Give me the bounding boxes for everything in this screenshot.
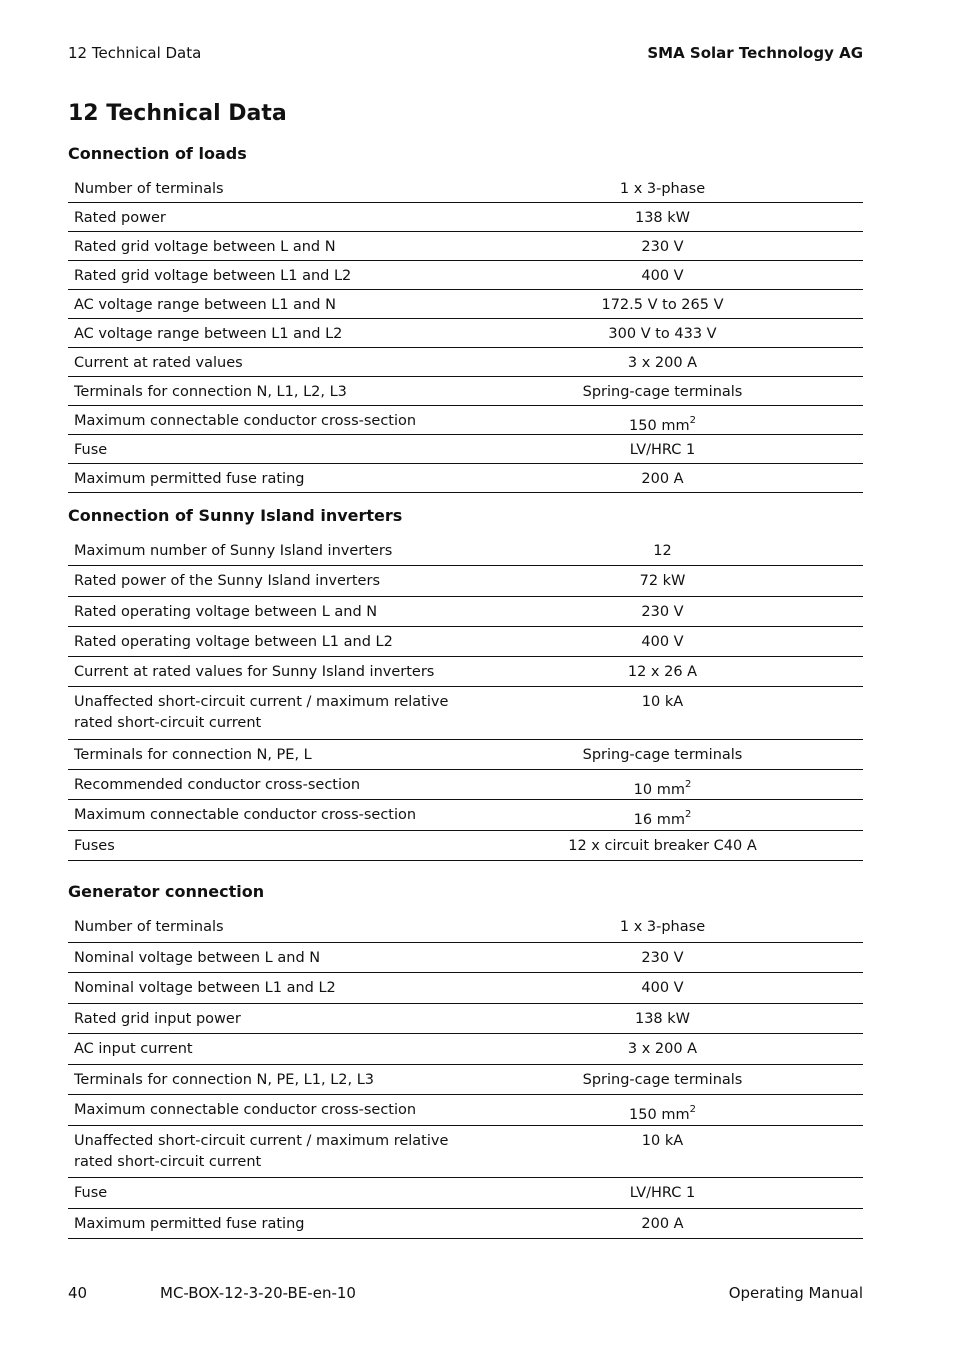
spec-value-text: 172.5 V to 265 V (601, 297, 724, 313)
spec-value (468, 1034, 863, 1064)
spec-value (468, 687, 863, 738)
spec-value-text: 10 mm (633, 781, 685, 798)
spec-row (68, 1034, 863, 1065)
spec-value (468, 464, 863, 492)
spec-value (468, 800, 863, 829)
spec-value-text: 10 kA (641, 694, 684, 711)
spec-label: Terminals for connection N, PE, L1, L2, L3 (74, 1071, 375, 1088)
spec-value-text: 3 x 200 A (627, 1041, 698, 1057)
spec-row (68, 1065, 863, 1096)
spec-value (468, 740, 863, 769)
spec-value-text: 1 x 3-phase (619, 919, 706, 935)
spec-value (468, 1178, 863, 1208)
spec-label: Terminals for connection N, PE, L (74, 746, 312, 763)
page-title: 12 Technical Data (68, 101, 287, 126)
spec-label: Rated grid voltage between L and N (74, 239, 336, 255)
spec-label: Unaffected short-circuit current / maximum relative rated short-circuit current (74, 1132, 449, 1170)
spec-value (468, 536, 863, 565)
spec-label: AC voltage range between L1 and N (74, 297, 336, 313)
spec-value (468, 627, 863, 656)
spec-label: Maximum connectable conductor cross-section (74, 1102, 417, 1118)
spec-row (68, 1126, 863, 1179)
spec-label: Rated operating voltage between L and N (74, 603, 378, 620)
spec-row (68, 1095, 863, 1126)
spec-value (468, 1209, 863, 1239)
spec-row (68, 566, 863, 596)
document-id: MC-BOX-12-3-20-BE-en-10 (160, 1284, 356, 1302)
spec-label: Recommended conductor cross-section (74, 777, 361, 794)
spec-value-text: LV/HRC 1 (629, 442, 696, 458)
spec-row (68, 627, 863, 657)
spec-value (468, 1065, 863, 1095)
spec-row (68, 464, 863, 493)
spec-value (468, 290, 863, 318)
spec-row (68, 943, 863, 974)
spec-row (68, 174, 863, 203)
spec-table (68, 912, 863, 1239)
spec-value (468, 1126, 863, 1178)
spec-value (468, 657, 863, 686)
spec-row (68, 657, 863, 687)
section-connection-of-loads (68, 144, 863, 493)
superscript: 2 (689, 415, 696, 426)
spec-label: Terminals for connection N, L1, L2, L3 (74, 384, 347, 400)
spec-value (468, 203, 863, 231)
spec-value (468, 261, 863, 289)
spec-label: Number of terminals (74, 919, 224, 935)
spec-label: Maximum permitted fuse rating (74, 1215, 305, 1232)
spec-label: Current at rated values for Sunny Island inverters (74, 664, 435, 681)
spec-value-text: Spring-cage terminals (582, 1071, 743, 1088)
spec-value-text: 400 V (641, 980, 684, 996)
spec-value-text: Spring-cage terminals (582, 746, 743, 763)
spec-row (68, 232, 863, 261)
spec-value-text: 400 V (641, 268, 684, 284)
page-number: 40 (68, 1284, 88, 1302)
spec-label: Rated operating voltage between L1 and L2 (74, 633, 393, 650)
spec-label: Rated power (74, 210, 166, 226)
spec-value-text: 230 V (641, 949, 684, 966)
spec-value-text: 138 kW (634, 1010, 691, 1027)
spec-table (68, 174, 863, 493)
spec-label: AC input current (74, 1041, 193, 1057)
spec-row (68, 973, 863, 1004)
spec-value (468, 566, 863, 595)
spec-value-text: 12 (653, 543, 672, 559)
spec-value-text: 230 V (641, 603, 684, 620)
spec-value-text: 138 kW (634, 210, 691, 226)
spec-row (68, 290, 863, 319)
spec-label: Current at rated values (74, 355, 243, 371)
spec-value-text: 200 A (641, 471, 684, 487)
spec-row (68, 1178, 863, 1209)
spec-value (468, 174, 863, 202)
spec-row (68, 348, 863, 377)
running-header-company: SMA Solar Technology AG (647, 44, 863, 62)
superscript: 2 (689, 1104, 696, 1115)
spec-label: Maximum connectable conductor cross-section (74, 807, 417, 824)
spec-label: Nominal voltage between L and N (74, 949, 321, 966)
spec-value-text: 200 A (641, 1215, 684, 1232)
spec-value-text: 150 mm (629, 417, 690, 434)
spec-value-text: 300 V to 433 V (608, 326, 717, 342)
spec-row (68, 740, 863, 770)
spec-value (468, 1095, 863, 1125)
spec-label: Number of terminals (74, 181, 224, 197)
spec-label: Rated power of the Sunny Island inverters (74, 573, 380, 590)
spec-label: Fuse (74, 442, 108, 458)
spec-value (468, 973, 863, 1003)
spec-row (68, 319, 863, 348)
spec-value-text: 3 x 200 A (627, 355, 698, 371)
spec-label: Unaffected short-circuit current / maximum relative rated short-circuit current (74, 694, 449, 732)
section-title: Connection of Sunny Island inverters (68, 506, 403, 525)
spec-row (68, 687, 863, 739)
spec-row (68, 435, 863, 464)
spec-row (68, 377, 863, 406)
spec-value-text: 10 kA (641, 1132, 684, 1149)
spec-value (468, 319, 863, 347)
document-type: Operating Manual (728, 1284, 863, 1302)
spec-value-text: 230 V (641, 239, 684, 255)
superscript: 2 (684, 779, 692, 791)
spec-row (68, 406, 863, 435)
spec-value-text: 400 V (641, 633, 684, 650)
spec-value-text: 150 mm (629, 1106, 690, 1123)
spec-label: Rated grid input power (74, 1010, 241, 1027)
spec-value (468, 348, 863, 376)
spec-value-text: 12 x circuit breaker C40 A (568, 837, 757, 854)
spec-value (468, 435, 863, 463)
spec-value-text: 72 kW (639, 573, 686, 590)
spec-label: Fuses (74, 837, 115, 854)
spec-value (468, 831, 863, 860)
section-title: Generator connection (68, 882, 265, 901)
spec-value (468, 943, 863, 973)
running-header-chapter: 12 Technical Data (68, 44, 202, 62)
spec-value-text: 12 x 26 A (627, 664, 698, 681)
spec-value (468, 377, 863, 405)
spec-value (468, 597, 863, 626)
spec-row (68, 597, 863, 627)
spec-row (68, 831, 863, 861)
section-generator-connection (68, 882, 863, 1239)
spec-label: Nominal voltage between L1 and L2 (74, 980, 336, 996)
spec-row (68, 800, 863, 830)
spec-row (68, 536, 863, 566)
spec-row (68, 203, 863, 232)
spec-table (68, 536, 863, 861)
spec-value-text: LV/HRC 1 (629, 1185, 696, 1201)
spec-row (68, 770, 863, 800)
spec-value (468, 406, 863, 434)
spec-row (68, 912, 863, 943)
spec-value (468, 1004, 863, 1034)
spec-label: Fuse (74, 1185, 108, 1201)
section-title: Connection of loads (68, 144, 247, 163)
spec-value-text: Spring-cage terminals (582, 384, 743, 400)
spec-value (468, 770, 863, 799)
spec-value-text: 16 mm (633, 812, 685, 829)
spec-label: Maximum number of Sunny Island inverters (74, 543, 393, 559)
spec-row (68, 1209, 863, 1240)
spec-label: AC voltage range between L1 and L2 (74, 326, 343, 342)
superscript: 2 (684, 809, 692, 821)
spec-label: Maximum connectable conductor cross-section (74, 413, 417, 429)
spec-row (68, 1004, 863, 1035)
spec-value (468, 232, 863, 260)
spec-value (468, 912, 863, 942)
spec-label: Maximum permitted fuse rating (74, 471, 305, 487)
section-sunny-island-inverters (68, 506, 863, 861)
spec-row (68, 261, 863, 290)
spec-value-text: 1 x 3-phase (619, 181, 706, 197)
spec-label: Rated grid voltage between L1 and L2 (74, 268, 352, 284)
